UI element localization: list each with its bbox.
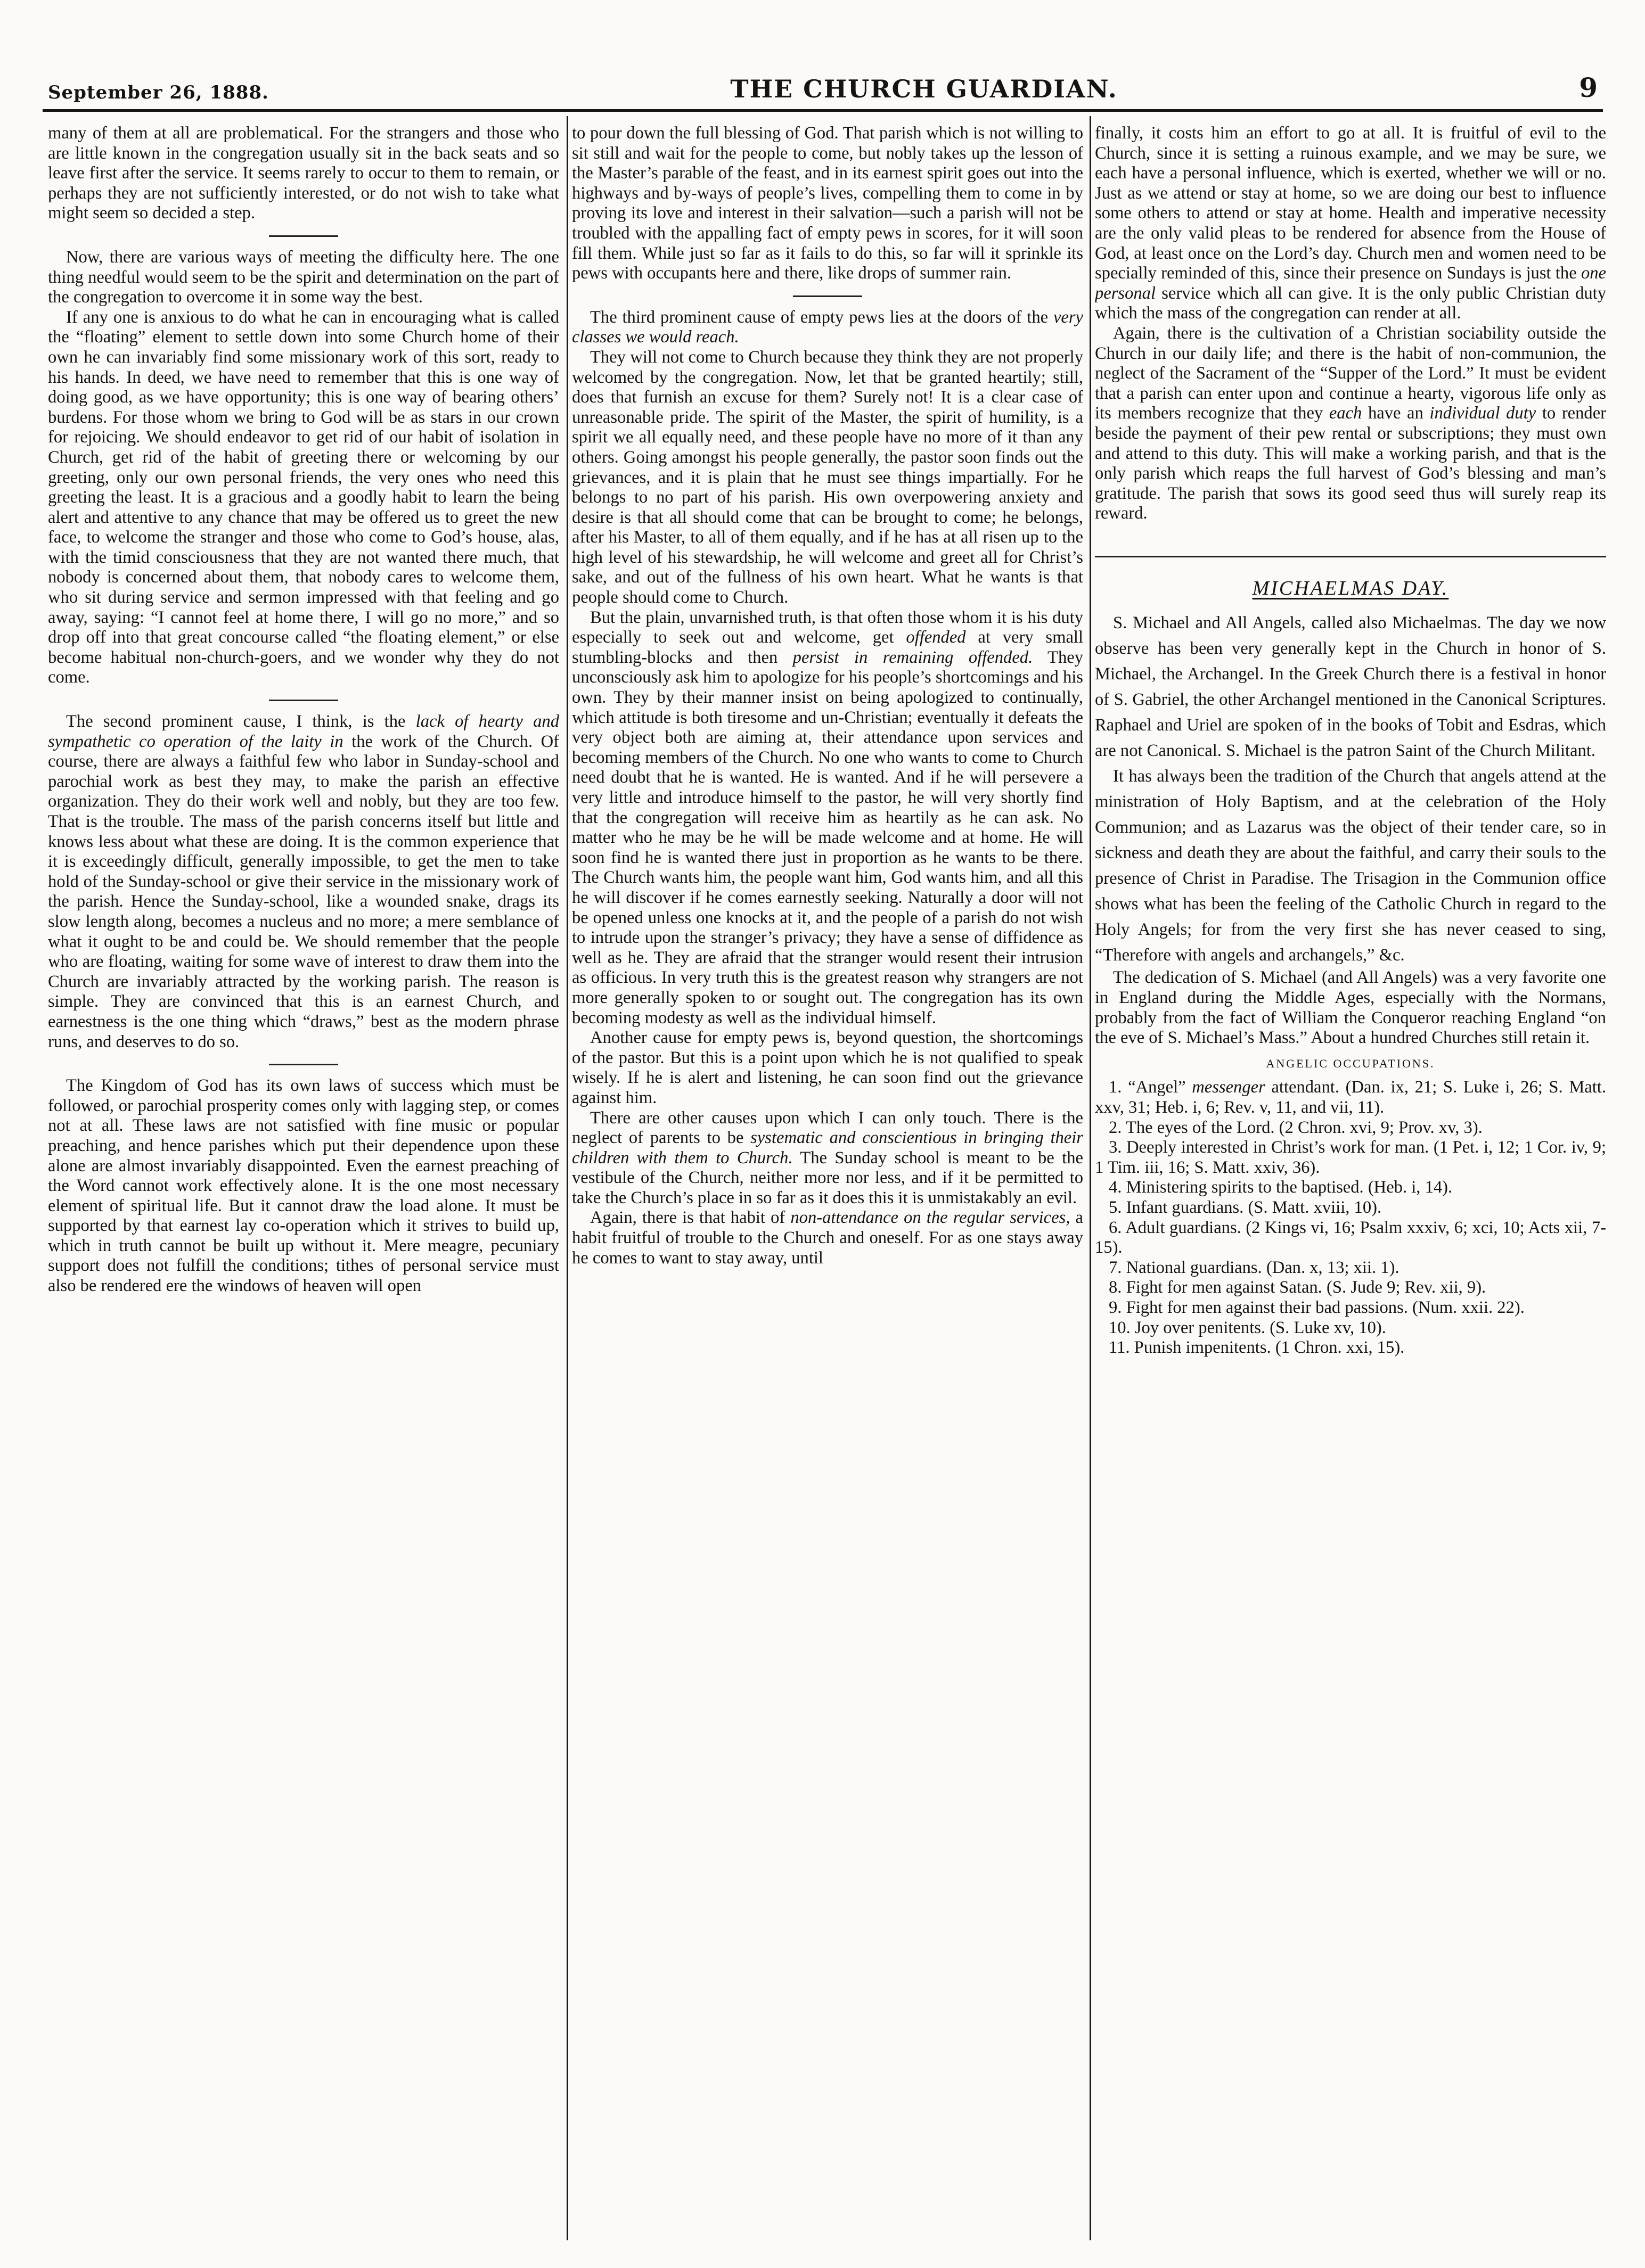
separator-rule xyxy=(269,1064,338,1065)
separator-rule xyxy=(269,235,338,237)
list-item: 7. National guardians. (Dan. x, 13; xii. 1). xyxy=(1109,1258,1400,1277)
paragraph: finally, it costs him an effort to go at all. It is fruitful of evil to the Church, since it is setting a ruinous example, and we may be sure, we each have a personal influence, which is exerted, whether we will or no. Just as we attend or stay at home, so we are doing our best to influence some others to attend or stay at home. Health and imperative necessity are the only valid pleas to be rendered for absence from the House of God, at least once on the Lord’s day. Church men and women need to be specially reminded of this, since their presence on Sundays is just the one personal service which all can give. It is the only public Christian duty which the mass of the congregation can render at all. xyxy=(1095,124,1606,323)
paragraph: Another cause for empty pews is, beyond question, the shortcomings of the pastor. But this is a point upon which he is not qualified to speak wisely. If he is alert and listening, he can soon find out the grievance against him. xyxy=(572,1028,1083,1107)
paragraph: It has always been the tradition of the Church that angels attend at the ministration of Holy Baptism, and at the celebration of the Holy Communion; and as Lazarus was the object of their tender care, so in sickness and death they are about the faithful, and carry their souls to the presence of Christ in Paradise. The Trisagion in the Communion office shows what has been the feeling of the Catholic Church in regard to the Holy Angels; for from the very first she has never ceased to sing, “Therefore with angels and archangels,” &c. xyxy=(1095,767,1606,965)
list-item: 6. Adult guardians. (2 Kings vi, 16; Psalm xxxiv, 6; xci, 10; Acts xii, 7-15). xyxy=(1095,1218,1606,1258)
list-item: 4. Ministering spirits to the baptised. (Heb. i, 14). xyxy=(1109,1178,1453,1197)
list-item: 3. Deeply interested in Christ’s work for man. (1 Pet. i, 12; 1 Cor. iv, 9; 1 Tim. iii, 16; S. Matt. xxiv, 36). xyxy=(1095,1138,1606,1177)
list-item: 10. Joy over penitents. (S. Luke xv, 10). xyxy=(1109,1318,1386,1337)
list-item: 5. Infant guardians. (S. Matt. xviii, 10). xyxy=(1109,1198,1382,1217)
paragraph: The second prominent cause, I think, is the lack of hearty and sympathetic co operation of the laity in the work of the Church. Of course, there are always a faithful few who labor in Sunday-school and parochial work as best they may, to make the parish an effective organization. They do their work well and nobly, but they are too few. That is the trouble. The mass of the parish concerns itself but little and knows less about what these are doing. It is the common experience that it is exceedingly difficult, generally impossible, to get the men to take hold of the Sunday-school or give their service in the missionary work of the parish. Hence the Sunday-school, like a wounded snake, drags its slow length along, becomes a nucleus and no more; a mere semblance of what it ought to be and could be. We should remember that the people who are floating, waiting for some wave of interest to draw them into the Church are invariably attracted by the working parish. The reason is simple. They are convinced that this is an earnest Church, and earnestness is the one thing which “draws,” best as the modern phrase runs, and deserves to do so. xyxy=(48,712,559,1051)
column-3 xyxy=(1095,124,1606,2232)
list-item: 9. Fight for men against their bad passions. (Num. xxii. 22). xyxy=(1109,1297,1525,1317)
column-1 xyxy=(48,124,559,2232)
paragraph: There are other causes upon which I can only touch. There is the neglect of parents to be systematic and conscientious in bringing their children with them to Church. The Sunday school is meant to be the vestibule of the Church, neither more nor less, and if it be permitted to take the Church’s place in so far as it does this it is unmistakably an evil. xyxy=(572,1108,1083,1207)
list-item: 1. “Angel” messenger attendant. (Dan. ix, 21; S. Luke i, 26; S. Matt. xxv, 31; Heb. i, 6; Rev. v, 11, and vii, 11). xyxy=(1095,1078,1606,1117)
section-title: MICHAELMAS DAY. xyxy=(1252,577,1449,599)
paragraph: The dedication of S. Michael (and All Angels) was a very favorite one in England during the Middle Ages, especially with the Normans, probably from the fact of William the Conqueror reaching England “on the eve of S. Michael’s Mass.” About a hundred Churches still retain it. xyxy=(1095,968,1606,1048)
column-divider xyxy=(567,116,568,2240)
list-item: 2. The eyes of the Lord. (2 Chron. xvi, 9; Prov. xv, 3). xyxy=(1109,1117,1483,1137)
page-header xyxy=(48,69,1598,103)
list-heading: ANGELIC OCCUPATIONS. xyxy=(1266,1056,1435,1070)
paragraph: If any one is anxious to do what he can in encouraging what is called the “floating” element to settle down into some Church home of their own he can invariably find some missionary work of this sort, ready to his hands. In deed, we have need to remember that this is one way of doing good, as we have opportunity; this is one way of bearing others’ burdens. For those whom we bring to God will be as stars in our crown for rejoicing. We should endeavor to get rid of our habit of isolation in Church, get rid of the habit of greeting there or welcoming by our greeting, only our own personal friends, the very ones who need this greeting the least. It is a gracious and a goodly habit to learn the being alert and attentive to any chance that may be offered us to greet the new face, to welcome the stranger and those who come to God’s house, alas, with the timid consciousness that they are not wanted there much, that nobody is concerned about them, that nobody cares to welcome them, who sit during service and sermon impressed with that feeling and go away, saying: “I cannot feel at home there, I will go no more,” and so drop off into that great concourse called “the floating element,” or else become habitual non-church-goers, and we wonder why they do not come. xyxy=(48,307,559,687)
paragraph: They will not come to Church because they think they are not properly welcomed by the congregation. Now, let that be granted heartily; still, does that furnish an excuse for them? Surely not! It is a clear case of unreasonable pride. The spirit of the Master, the spirit of humility, is a spirit we all equally need, and these people have no more of it than any others. Going amongst his people generally, the pastor soon finds out the grievances, and it is plain that he must see things impartially. For he belongs to no part of his parish. His own overpowering anxiety and desire is that all should come that can be brought to come; he belongs, after his Master, to all of them equally, and if he has at all risen up to the high level of his stewardship, he will welcome and greet all for Christ’s sake, and out of the fullness of his own heart. What he wants is that people should come to Church. xyxy=(572,347,1083,607)
occupations-list xyxy=(1095,1078,1606,1358)
paragraph: many of them at all are problematical. For the strangers and those who are little known in the congregation usually sit in the back seats and so leave first after the service. It seems rarely to occur to them to remain, or perhaps they are not sufficiently interested, or do not wish to take what might seem so decided a step. xyxy=(48,124,559,223)
section-rule xyxy=(1095,556,1606,557)
paragraph: Now, there are various ways of meeting the difficulty here. The one thing needful would seem to be the spirit and determination on the part of the congregation to overcome it in some way the best. xyxy=(48,247,559,307)
issue-date: September 26, 1888. xyxy=(48,82,269,103)
list-item: 11. Punish impenitents. (1 Chron. xxi, 15). xyxy=(1109,1338,1405,1358)
paragraph: The third prominent cause of empty pews lies at the doors of the very classes we would reach. xyxy=(572,307,1083,347)
separator-rule xyxy=(269,700,338,701)
paragraph: Again, there is that habit of non-attendance on the regular services, a habit fruitful of trouble to the Church and oneself. For as one stays away he comes to want to stay away, until xyxy=(572,1208,1083,1268)
column-divider xyxy=(1090,116,1091,2240)
separator-rule xyxy=(793,295,862,297)
paragraph: Again, there is the cultivation of a Christian sociability outside the Church in our daily life; and there is the habit of non-communion, the neglect of the Sacrament of the “Supper of the Lord.” It must be evident that a parish can enter upon and continue a hearty, vigorous life only as its members recognize that they each have an individual duty to render beside the payment of their pew rental or subscriptions; they must own and attend to this duty. This will make a working parish, and that is the only parish which reaps the full harvest of God’s blessing and man’s gratitude. The parish that sows its good seed thus will surely reap its reward. xyxy=(1095,323,1606,523)
newspaper-title: THE CHURCH GUARDIAN. xyxy=(730,75,1118,103)
list-item: 8. Fight for men against Satan. (S. Jude 9; Rev. xii, 9). xyxy=(1109,1278,1486,1297)
paragraph: But the plain, unvarnished truth, is that often those whom it is his duty especially to seek out and welcome, get offended at very small stumbling-blocks and then persist in remaining offended. They unconsciously ask him to apologize for his people’s shortcomings and his own. They by their manner insist on being apologized to continually, which attitude is both tiresome and un-Christian; eventually it defeats the very object both are aiming at, their attendance upon services and becoming members of the Church. No one who wants to come to Church need doubt that he is wanted. He is wanted. And if he will persevere a very little and introduce himself to the pastor, he will very shortly find that the congregation will receive him as heartily as he can ask. No matter who he may be he will be made welcome and at home. He will soon find he is wanted there just in proportion as he wants to be there. The Church wants him, the people want him, God wants him, and all this he will discover if he comes earnestly seeking. Naturally a door will not be opened unless one knocks at it, and the people of a parish do not wish to intrude upon the stranger’s privacy; they have a sense of diffidence as well as he. They are afraid that the stranger would resent their intrusion as officious. In very truth this is the greatest reason why strangers are not more generally spoken to or sought out. The congregation has its own becoming modesty as well as the individual himself. xyxy=(572,607,1083,1028)
paragraph: to pour down the full blessing of God. That parish which is not willing to sit still and wait for the people to come, but nobly takes up the lesson of the Master’s parable of the feast, and in its earnest spirit goes out into the highways and by-ways of people’s lives, compelling them to come in by proving its love and interest in their salvation—such a parish will not be troubled with the appalling fact of empty pews in scores, for it will soon fill them. While just so far as it fails to do this, so far will it sprinkle its pews with occupants here and there, like drops of summer rain. xyxy=(572,124,1083,283)
paragraph: The Kingdom of God has its own laws of success which must be followed, or parochial prosperity comes only with lagging step, or comes not at all. These laws are not satisfied with fine music or popular preaching, and hence parishes which put their dependence upon these alone are almost invariably disappointed. Even the earnest preaching of the Word cannot work effectively alone. It is the one most necessary element of spiritual life. But it cannot draw the load alone. It must be supported by that earnest lay co-operation which it strives to build up, which in truth cannot be built up without it. Mere meagre, pecuniary support does not fulfill the conditions; tithes of personal service must also be rendered ere the windows of heaven will open xyxy=(48,1076,559,1296)
header-rule xyxy=(43,109,1603,112)
page-number: 9 xyxy=(1579,72,1598,103)
paragraph: S. Michael and All Angels, called also Michaelmas. The day we now observe has been very generally kept in the Church in honor of S. Michael, the Archangel. In the Greek Church there is a festival in honor of S. Gabriel, the other Archangel mentioned in the Canonical Scriptures. Raphael and Uriel are spoken of in the books of Tobit and Esdras, which are not Canonical. S. Michael is the patron Saint of the Church Militant. xyxy=(1095,613,1606,761)
column-2 xyxy=(572,124,1083,2232)
